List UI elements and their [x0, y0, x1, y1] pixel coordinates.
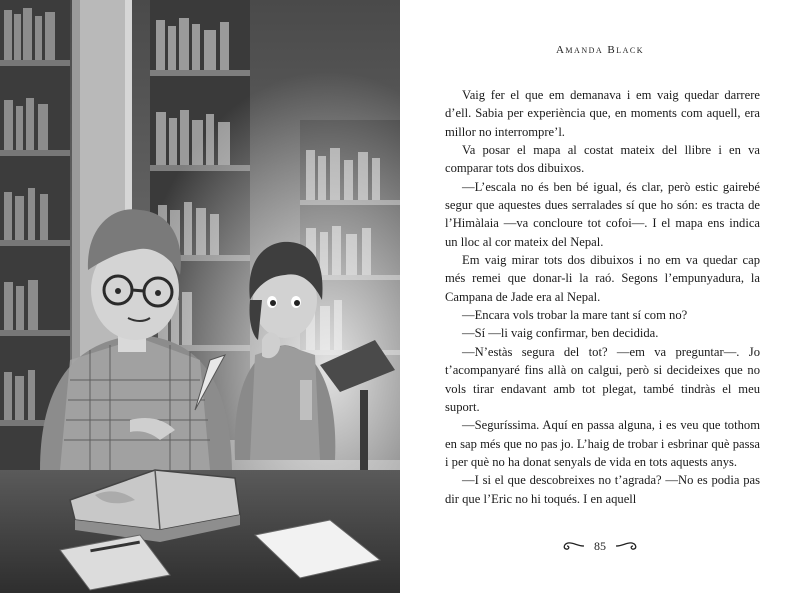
left-flourish-icon — [559, 540, 585, 552]
paragraph: —N’estàs segura del tot? —em va preguntar—. Jo t’acompanyaré fins allà on calgui, però si decideixes que no vols tirar endavant amb tot plegat, també tindràs el meu suport. — [445, 344, 760, 414]
paragraph: —Seguríssima. Aquí en passa alguna, i es veu que tothom en sap més que no pas jo. L’haig de trobar i esbrinar què passa i per què no ha donat senyals de vida en tots aquests anys. — [445, 418, 760, 469]
running-head: Amanda Black — [555, 44, 645, 56]
paragraph: —I si el que descobreixes no t’agrada? —No es podia pas dir que l’Eric no hi toqués. I en aquell — [445, 473, 760, 506]
page-number: 85 — [594, 538, 606, 553]
paragraph: Vaig fer el que em demanava i em vaig quedar darrere d’ell. Sabia per experiència que, en moments com aquell, era millor no interrompre’l. — [445, 88, 760, 139]
text-page — [400, 0, 800, 593]
paragraph: Em vaig mirar tots dos dibuixos i no em va quedar cap més remei que donar-li la raó. Segons l’empunyadura, la Campana de Jade era al Nepal. — [445, 253, 760, 304]
folio — [400, 538, 800, 554]
paragraph: Va posar el mapa al costat mateix del llibre i en va comparar tots dos dibuixos. — [445, 143, 760, 176]
paragraph: —L’escala no és ben bé igual, és clar, però estic gairebé segur que aquestes dues serralades sí que ho són: es tracta de l’Himàlaia —va concloure tot cofoi—. I el mapa ens indica un lloc al cor mateix del Nepal. — [445, 179, 760, 249]
paragraph: —Encara vols trobar la mare tant sí com no? — [462, 308, 688, 323]
paragraph: —Sí —li vaig confirmar, ben decidida. — [462, 326, 659, 341]
body-text — [445, 86, 760, 508]
right-flourish-icon — [615, 540, 641, 552]
